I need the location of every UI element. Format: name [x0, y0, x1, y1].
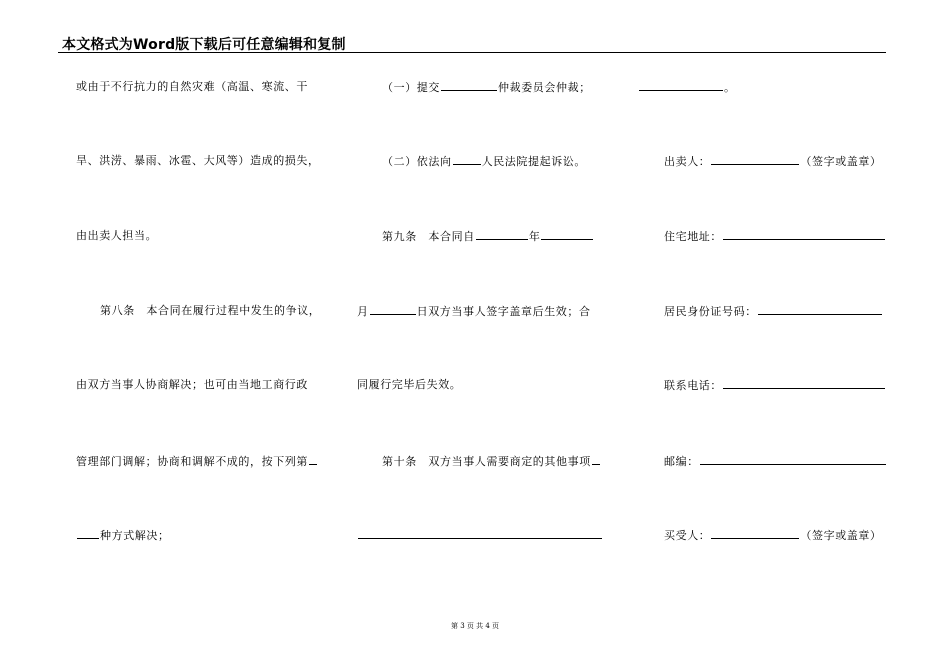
col3-line-1-text: 。 — [724, 81, 736, 94]
col1-line-2: 旱、洪涝、暴雨、冰雹、大风等）造成的损失， — [76, 154, 320, 167]
col2-line-2-a: （二）依法向 — [382, 155, 452, 168]
col2-line-3-a: 第九条 本合同自 — [382, 230, 475, 243]
fill-blank — [592, 454, 600, 465]
col1-line-7-text: 种方式解决； — [100, 529, 170, 542]
col2-line-3 — [382, 229, 594, 244]
col1-line-7 — [76, 528, 170, 543]
buyer-signature-line — [664, 528, 882, 543]
header-divider — [58, 52, 886, 53]
col2-line-1-b: 仲裁委员会仲裁； — [498, 81, 591, 94]
fill-blank — [476, 229, 528, 240]
col2-line-5: 同履行完毕后失效。 — [357, 378, 462, 391]
col1-line-1: 或由于不行抗力的自然灾难（高温、寒流、干 — [76, 80, 308, 93]
col3-line-1 — [638, 80, 736, 95]
seller-label: 出卖人： — [664, 155, 711, 168]
fill-blank — [639, 80, 723, 91]
fill-blank — [358, 528, 602, 539]
address-label: 住宅地址： — [664, 230, 722, 243]
fill-blank — [453, 154, 481, 165]
col2-line-4-a: 月 — [357, 305, 369, 318]
zip-code-label: 邮编： — [664, 455, 699, 468]
col2-line-4-b: 日双方当事人签字盖章后生效；合 — [416, 305, 591, 318]
col2-line-6-text: 第十条 双方当事人需要商定的其他事项 — [382, 455, 591, 468]
col2-line-1 — [382, 80, 591, 95]
id-number-label: 居民身份证号码： — [664, 305, 757, 318]
seller-signature-line — [664, 154, 882, 169]
fill-blank — [723, 229, 885, 240]
col2-line-2 — [382, 154, 586, 169]
col2-line-4 — [357, 304, 591, 319]
fill-blank — [77, 528, 99, 539]
col1-line-4: 第八条 本合同在履行过程中发生的争议， — [100, 304, 321, 317]
col2-line-3-b: 年 — [528, 230, 541, 243]
phone-label: 联系电话： — [664, 379, 722, 392]
fill-blank — [700, 454, 886, 465]
fill-blank — [441, 80, 497, 91]
fill-blank — [758, 304, 882, 315]
col1-line-6-text: 管理部门调解；协商和调解不成的，按下列第 — [76, 455, 308, 468]
col2-line-2-b: 人民法院提起诉讼。 — [481, 155, 587, 168]
buyer-sign-note: （签字或盖章） — [800, 529, 882, 542]
col1-line-6 — [76, 454, 318, 469]
document-header-title: 本文格式为Word版下载后可任意编辑和复制 — [62, 37, 346, 53]
fill-blank — [370, 304, 416, 315]
id-number-line — [664, 304, 883, 319]
buyer-label: 买受人： — [664, 529, 711, 542]
col1-line-3: 由出卖人担当。 — [76, 229, 158, 242]
col2-line-6 — [382, 454, 601, 469]
page-number: 第 3 页 共 4 页 — [450, 622, 500, 630]
fill-blank — [711, 528, 799, 539]
col2-line-1-a: （一）提交 — [382, 81, 440, 94]
phone-line — [664, 378, 886, 393]
zip-code-line — [664, 454, 887, 469]
seller-sign-note: （签字或盖章） — [800, 155, 882, 168]
fill-blank — [541, 229, 593, 240]
col2-line-7 — [357, 528, 603, 543]
address-line — [664, 229, 886, 244]
fill-blank — [711, 154, 799, 165]
fill-blank — [309, 454, 317, 465]
fill-blank — [723, 378, 885, 389]
col1-line-5: 由双方当事人协商解决；也可由当地工商行政 — [76, 378, 308, 391]
